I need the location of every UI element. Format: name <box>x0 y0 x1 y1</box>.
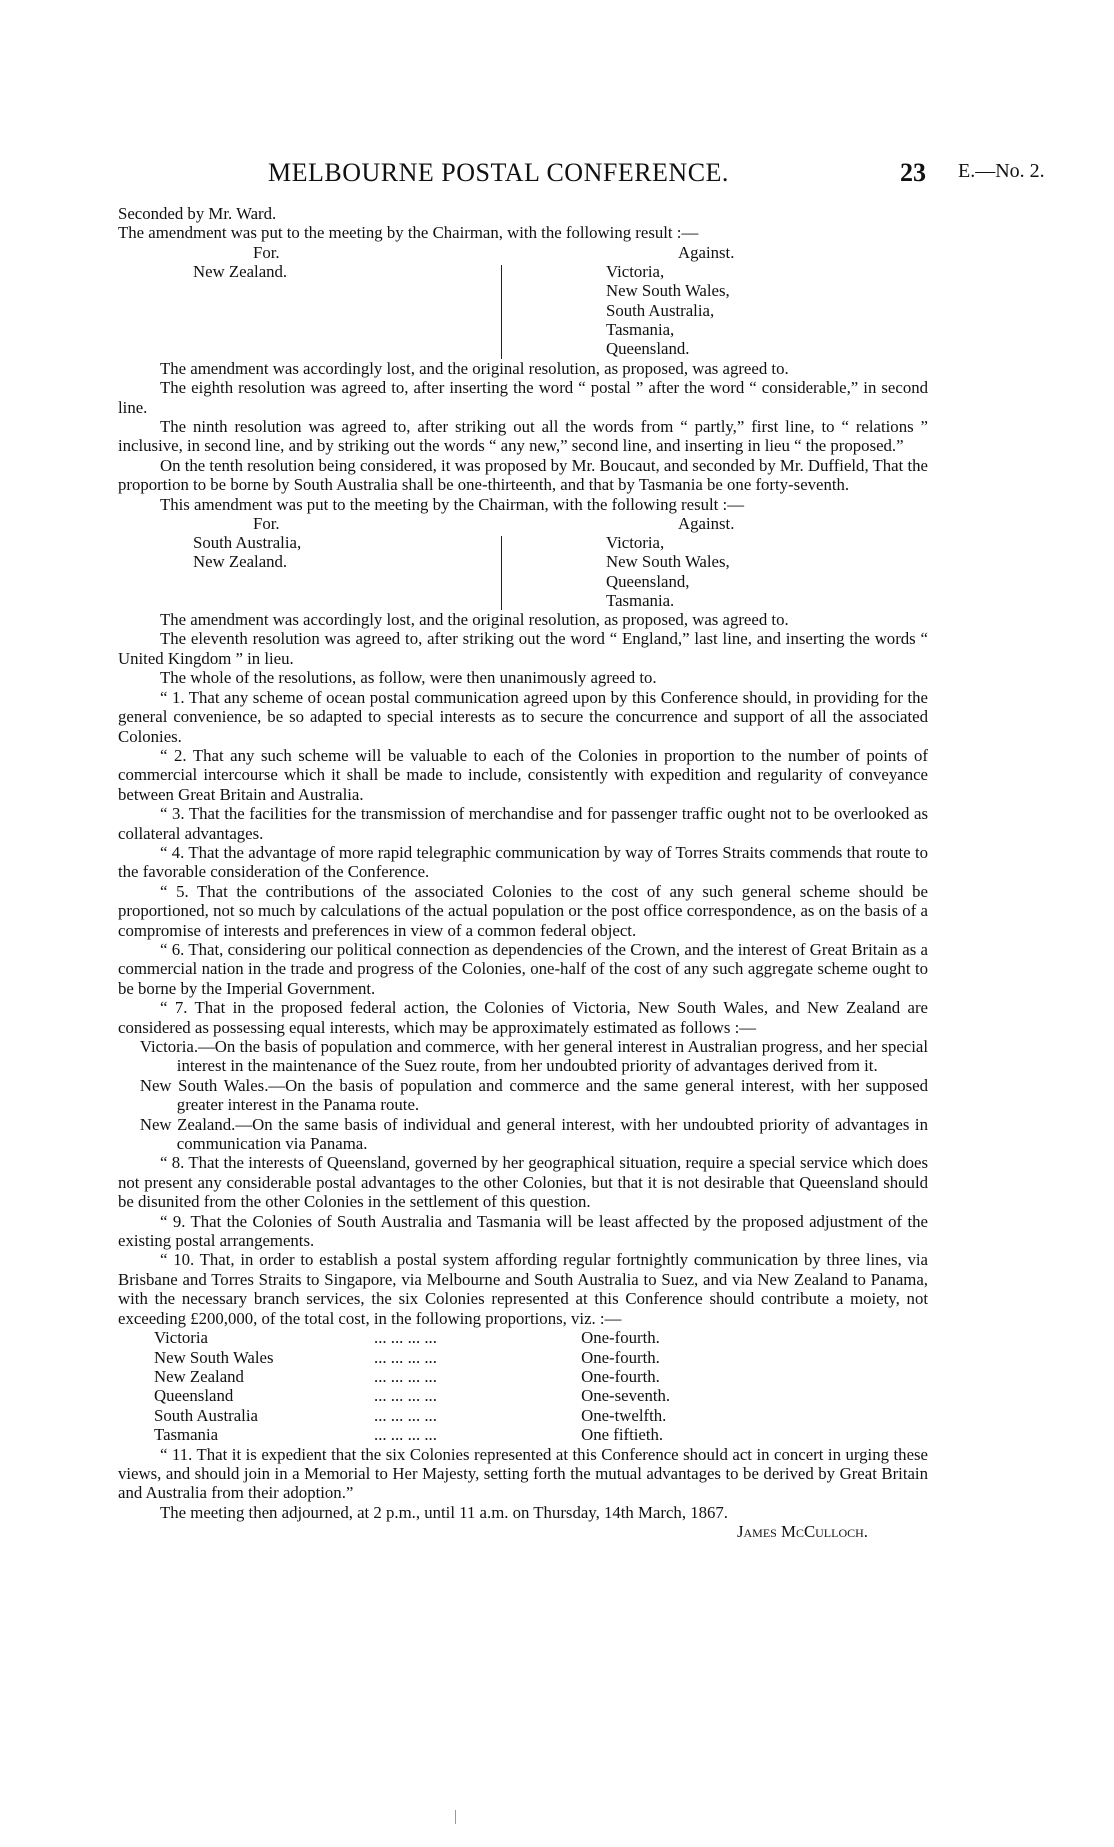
table-row <box>154 1328 874 1347</box>
page-number: 23 <box>900 158 926 187</box>
colony-share: One fiftieth. <box>581 1425 664 1445</box>
document-code: E.—No. 2. <box>958 160 1045 182</box>
resolution-1: “ 1. That any scheme of ocean postal communication agreed upon by this Conference should, in providing for the general convenience, be so adapted to special interests as to secure the concurrence and support of all the associated Colonies. <box>118 687 928 746</box>
colony-name: Victoria <box>154 1328 208 1348</box>
vote-against-item: Tasmania, <box>606 320 675 340</box>
leader-dots: ... ... ... ... <box>374 1386 437 1406</box>
resolution-4: “ 4. That the advantage of more rapid telegraphic communication by way of Torres Straits commends that route to the favorable consideration of the Conference. <box>118 842 928 882</box>
colony-share: One-fourth. <box>581 1366 660 1386</box>
footer-mark <box>455 1810 456 1824</box>
table-row <box>154 1386 874 1405</box>
leader-dots: ... ... ... ... <box>374 1425 437 1445</box>
paragraph-eleventh-resolution: The eleventh resolution was agreed to, after striking out the word “ England,” last line, and inserting the words “ United Kingdom ” in lieu. <box>118 629 928 668</box>
vote-against-item: New South Wales, <box>606 552 730 572</box>
resolution-6: “ 6. That, considering our political connection as dependencies of the Crown, and the interest of Great Britain as a commercial nation in the trade and progress of the Colonies, one-half of the cost of any such aggregate scheme ought to be borne by the Imperial Government. <box>118 939 928 998</box>
colony-name: Tasmania <box>154 1425 219 1445</box>
paragraph-tenth-resolution: On the tenth resolution being considered, it was proposed by Mr. Boucaut, and seconded by Mr. Duffield, That the proportion to be borne by South Australia shall be one-thirteenth, and that by Tasmania be one forty-seventh. <box>118 455 928 495</box>
proportions-table <box>154 1328 874 1444</box>
paragraph-amendment-put: The amendment was put to the meeting by the Chairman, with the following result :— <box>118 223 699 243</box>
vote-divider <box>501 536 502 610</box>
paragraph-amendment-lost: The amendment was accordingly lost, and the original resolution, as proposed, was agreed to. <box>160 358 789 378</box>
resolution-5: “ 5. That the contributions of the associated Colonies to the cost of any such general scheme should be proportioned, not so much by calculations of the actual population or the post office correspondence, as on the basis of a compromise of interests and preferences in view of a common federal object. <box>118 881 928 940</box>
leader-dots: ... ... ... ... <box>374 1405 437 1425</box>
vote-against-item: Queensland. <box>606 339 690 359</box>
resolution-7-new-zealand: New Zealand.—On the same basis of individual and general interest, with her undoubted priority of advantages in communication via Panama. <box>139 1114 928 1154</box>
colony-name: New South Wales <box>154 1347 274 1367</box>
resolution-11: “ 11. That it is expedient that the six Colonies represented at this Conference should act in concert in urging these views, and should join in a Memorial to Her Majesty, setting forth the mutual advantages to be derived by Great Britain and Australia from their adoption.” <box>118 1444 928 1503</box>
table-row <box>154 1406 874 1425</box>
vote-against-item: New South Wales, <box>606 281 730 301</box>
resolution-8: “ 8. That the interests of Queensland, governed by her geographical situation, require a special service which does not present any considerable postal advantages to the other Colonies, but that it is not desirable that Queensland should be disunited from the other Colonies in the settlement of this question. <box>118 1153 928 1212</box>
vote-for-item: New Zealand. <box>193 261 288 281</box>
leader-dots: ... ... ... ... <box>374 1328 437 1348</box>
table-row <box>154 1348 874 1367</box>
vote-result-2 <box>118 514 928 610</box>
colony-share: One-fourth. <box>581 1328 660 1348</box>
table-row <box>154 1425 874 1444</box>
vote-result-1 <box>118 243 928 359</box>
paragraph-whole-resolutions: The whole of the resolutions, as follow, were then unanimously agreed to. <box>160 668 657 688</box>
vote-for-item: New Zealand. <box>193 552 288 572</box>
vote-against-item: Tasmania. <box>606 591 675 611</box>
vote-against-item: Queensland, <box>606 571 690 591</box>
vote-for-list <box>193 262 287 281</box>
colony-share: One-twelfth. <box>581 1405 667 1425</box>
paragraph-amendment2-put: This amendment was put to the meeting by the Chairman, with the following result :— <box>160 494 744 514</box>
page-title: MELBOURNE POSTAL CONFERENCE. <box>268 158 729 187</box>
colony-share: One-fourth. <box>581 1347 660 1367</box>
vote-against-item: South Australia, <box>606 300 715 320</box>
colony-share: One-seventh. <box>581 1386 671 1406</box>
leader-dots: ... ... ... ... <box>374 1366 437 1386</box>
leader-dots: ... ... ... ... <box>374 1347 437 1367</box>
vote-for-list <box>193 533 301 572</box>
document-body <box>118 204 928 1542</box>
vote-against-list <box>606 262 730 359</box>
paragraph-adjournment: The meeting then adjourned, at 2 p.m., until 11 a.m. on Thursday, 14th March, 1867. <box>160 1502 728 1522</box>
resolution-10: “ 10. That, in order to establish a postal system affording regular fortnightly communication by three lines, via Brisbane and Torres Straits to Singapore, via Melbourne and South Australia to Suez, and via New Zealand to Panama, with the necessary branch services, the six Colonies represented at this Conference should contribute a moiety, not exceeding £200,000, of the total cost, in the following proportions, viz. :— <box>118 1250 928 1328</box>
colony-name: New Zealand <box>154 1366 244 1386</box>
page-header <box>0 158 1114 190</box>
vote-against-list <box>606 533 730 611</box>
vote-for-heading: For. <box>253 514 280 534</box>
resolution-9: “ 9. That the Colonies of South Australia and Tasmania will be least affected by the proposed adjustment of the existing postal arrangements. <box>118 1211 928 1251</box>
colony-name: South Australia <box>154 1405 258 1425</box>
vote-against-item: Victoria, <box>606 533 665 553</box>
signature: James McCulloch. <box>736 1522 868 1542</box>
vote-against-heading: Against. <box>678 514 735 534</box>
vote-against-item: Victoria, <box>606 261 665 281</box>
paragraph-amendment2-lost: The amendment was accordingly lost, and the original resolution, as proposed, was agreed to. <box>160 610 789 630</box>
paragraph-seconded: Seconded by Mr. Ward. <box>118 204 277 223</box>
resolution-7-new-south-wales: New South Wales.—On the basis of population and commerce and the same general interest, with her supposed greater interest in the Panama route. <box>139 1075 928 1115</box>
resolution-7: “ 7. That in the proposed federal action, the Colonies of Victoria, New South Wales, and New Zealand are considered as possessing equal interests, which may be approximately estimated as follows :— <box>118 998 928 1037</box>
resolution-7-victoria: Victoria.—On the basis of population and commerce, with her general interest in Australian progress, and her special interest in the maintenance of the Suez route, from her undoubted priority of advantages derived from it. <box>139 1037 928 1076</box>
vote-for-heading: For. <box>253 242 280 262</box>
colony-name: Queensland <box>154 1386 234 1406</box>
table-row <box>154 1367 874 1386</box>
paragraph-ninth-resolution: The ninth resolution was agreed to, after striking out all the words from “ partly,” first line, to “ relations ” inclusive, in second line, and by striking out the words “ any new,” second line, and inserting in lieu “ the proposed.” <box>118 417 928 456</box>
paragraph-eighth-resolution: The eighth resolution was agreed to, after inserting the word “ postal ” after the word “ considerable,” in second line. <box>118 378 928 417</box>
resolution-2: “ 2. That any such scheme will be valuable to each of the Colonies in proportion to the number of points of commercial intercourse which it shall be made to include, consistently with expedition and regularity of conveyance between Great Britain and Australia. <box>118 745 928 804</box>
vote-divider <box>501 265 502 359</box>
resolution-3: “ 3. That the facilities for the transmission of merchandise and for passenger traffic ought not to be overlooked as collateral advantages. <box>118 804 928 843</box>
vote-for-item: South Australia, <box>193 533 302 553</box>
vote-against-heading: Against. <box>678 242 735 262</box>
